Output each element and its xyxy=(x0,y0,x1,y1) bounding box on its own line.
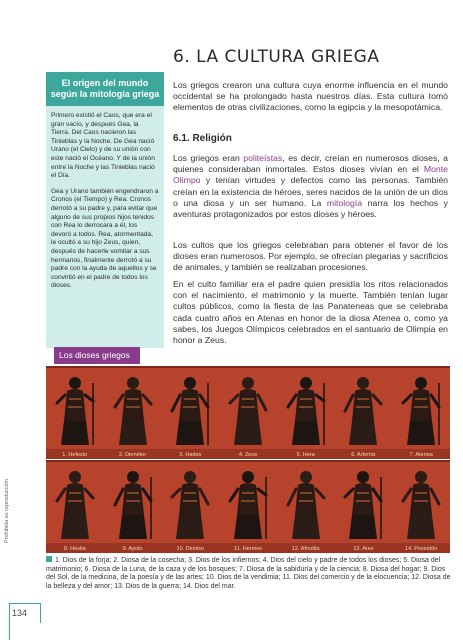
chapter-title: 6. LA CULTURA GRIEGA xyxy=(173,47,380,67)
god-caption: 7. Atenea xyxy=(409,452,433,458)
god-caption: 10. Dioniso xyxy=(176,546,205,552)
god-figure xyxy=(341,373,385,449)
god-figure xyxy=(284,373,328,449)
religion-paragraph-3: En el culto familiar era el padre quien presidía los ritos relacionados con el nacimiento, el matrimonio y la muerte. También tenían lugar cultos públicos, como la fiesta de las Panateneas que se celebraba cada cuatro años en Atenas en honor de la diosa Atenea o, como ya sabes, los Juegos Olímpicos celebrados en el santuario de Olimpia en honor a Zeus. xyxy=(173,279,448,346)
god-caption: 9. Apolo xyxy=(122,546,143,552)
god-caption: 4. Zeus xyxy=(238,452,258,458)
god-figure xyxy=(53,467,97,543)
side-note: Prohibida su reproducción xyxy=(4,479,10,543)
sidebar-heading: El origen del mundo según la mitología griega xyxy=(46,72,164,106)
gods-label: Los dioses griegos xyxy=(54,347,140,364)
section-heading: 6.1. Religión xyxy=(173,133,232,144)
god-figure xyxy=(111,467,155,543)
god-caption: 1. Hefesto xyxy=(62,452,88,458)
god-caption: 2. Deméter xyxy=(118,452,147,458)
god-figure xyxy=(226,373,270,449)
bullet-icon xyxy=(46,556,52,562)
page-number: 134 xyxy=(9,603,41,623)
god-caption: 11. Hermes xyxy=(233,546,263,552)
god-figure xyxy=(399,467,443,543)
god-figure xyxy=(226,467,270,543)
god-caption: 3. Hades xyxy=(179,452,202,458)
term-mitologia: mitología xyxy=(326,197,363,208)
chapter-intro: Los griegos crearon una cultura cuya enorme influencia en el mundo occidental se ha prolongado hasta nuestros días. Esta cultura tomó elementos de otras civilizaciones, como la egipcia y la mesopotámica. xyxy=(173,80,448,113)
god-caption: 14. Poseidón xyxy=(405,546,438,552)
god-caption: 13. Ares xyxy=(353,546,374,552)
god-caption: 6. Artemis xyxy=(351,452,376,458)
gods-illustration-top xyxy=(46,366,450,459)
gods-illustration-bottom xyxy=(46,460,450,553)
gods-footnote: 1. Dios de la forja; 2. Diosa de la cosecha; 3. Dios de los infiernos; 4. Dios del cielo y padre de todos los dioses; 5. Diosa del matrimonio; 6. Diosa de la Luna, de la caza y de los bosques; 7. Diosa de la sabiduría y de la ciencia; 8. Diosa del hogar; 9. Dios del Sol, de la medicina, de la poesía y de las artes; 10. Dios de la vendimia; 11. Dios del comercio y de la elocuencia; 12. Diosa de la belleza y del amor; 13. Dios de la guerra; 14. Dios del mar. xyxy=(46,557,451,591)
sidebar-paragraph-1: Primero existió el Caos, que era el gran vacío, y después Gea, la Tierra. Del Caos nacieron las Tinieblas y la Noche. De Gea nació Urano (el Cielo) y de su unión con este nació el Océano. Y de la unión entre la Noche y las Tinieblas nació el Día. xyxy=(51,112,155,180)
god-caption: 5. Hera xyxy=(296,452,315,458)
religion-paragraph-2: Los cultos que los griegos celebraban para obtener el favor de los dioses eran numerosos. Por ejemplo, se ofrecían plegarias y sacrificios de animales, y también se realizaban procesiones. xyxy=(173,240,448,273)
god-caption: 12. Afrodita xyxy=(291,546,320,552)
god-figure xyxy=(111,373,155,449)
sidebar-text xyxy=(51,112,159,298)
god-figure xyxy=(168,467,212,543)
god-figure xyxy=(284,467,328,543)
term-politeistas: politeístas xyxy=(243,153,283,163)
sidebar-paragraph-2: Gea y Urano también engendraron a Cronos (el Tiempo) y Rea. Cronos derrotó a su padre y, para evitar que alguno de sus propios hijos tenidos con Rea lo derrocara a él, los devoró a todos. Rea, atormentada, le ocultó a su hijo Zeus, quien, después de hacerle vomitar a sus hermanos, finalmente derrotó a su padre con la ayuda de aquellos y se convirtió en el padre de todos los dioses. xyxy=(51,187,159,290)
god-figure xyxy=(53,373,97,449)
term-monte-olimpo: Monte Olimpo xyxy=(173,164,448,186)
god-figure xyxy=(399,373,443,449)
religion-paragraph-1: Los griegos eran politeístas, es decir, creían en numerosos dioses, a quienes consideraban inmortales. Estos dioses vivían en el Monte Olimpo y tenían virtudes y defectos como las personas. También creían en la existencia de héroes, seres nacidos de la unión de un dios o una diosa y un ser humano. La mitología narra los hechos y aventuras protagonizados por estos dioses y héroes. xyxy=(173,153,448,220)
god-caption: 8. Hestia xyxy=(63,546,86,552)
god-figure xyxy=(168,373,212,449)
god-figure xyxy=(341,467,385,543)
